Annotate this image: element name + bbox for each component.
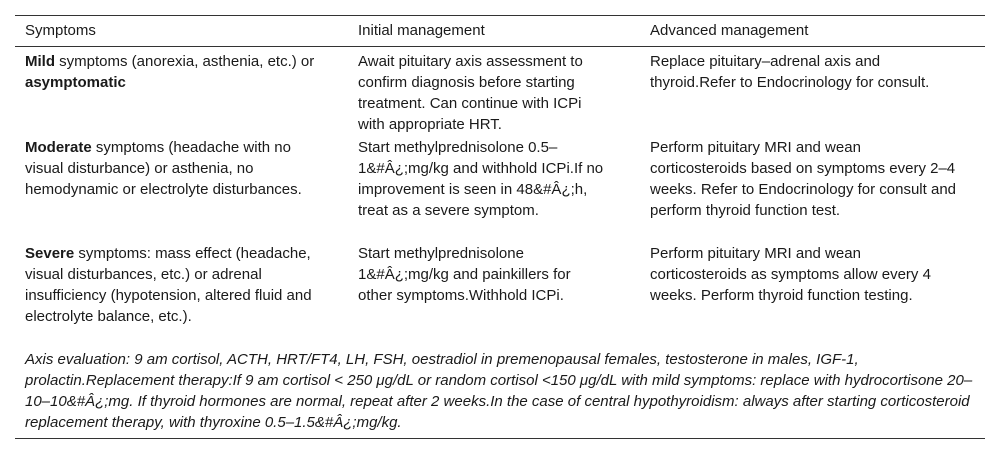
header-initial-management: Initial management <box>358 22 485 39</box>
row-moderate-advanced: Perform pituitary MRI and wean corticosteroids based on symptoms every 2–4 weeks. Refer to Endocrinology for consult and perform thyroid function test. <box>650 139 956 219</box>
row-moderate-symptoms <box>25 137 325 200</box>
row-severe-symptoms <box>25 243 325 327</box>
header-symptoms: Symptoms <box>25 22 96 39</box>
symptoms-text: symptoms (headache with no visual disturbance) or asthenia, no hemodynamic or electrolyte disturbances. <box>25 139 302 198</box>
table-footnote: Axis evaluation: 9 am cortisol, ACTH, HRT/FT4, LH, FSH, oestradiol in premenopausal females, testosterone in males, IGF-1, prolactin.Replacement therapy:If 9 am cortisol < 250 μg/dL or random cortisol <150 μg/dL with mild symptoms: replace with hydrocortisone 20–10–10&#Â¿;mg. If thyroid hormones are normal, repeat after 2 weeks.In the case of central hypothyroidism: always after starting corticosteroid replacement therapy, with thyroxine 0.5–1.5&#Â¿;mg/kg. <box>25 351 973 431</box>
header-advanced-management: Advanced management <box>650 22 809 39</box>
row-mild-advanced: Replace pituitary–adrenal axis and thyroid.Refer to Endocrinology for consult. <box>650 53 930 91</box>
severity-label: Severe <box>25 245 75 262</box>
row-severe-initial: Start methylprednisolone 1&#Â¿;mg/kg and painkillers for other symptoms.Withhold ICPi. <box>358 245 571 304</box>
row-moderate-initial: Start methylprednisolone 0.5–1&#Â¿;mg/kg and withhold ICPi.If no improvement is seen in 48&#Â¿;h, treat as a severe symptom. <box>358 139 604 219</box>
header-rule <box>15 46 985 47</box>
row-mild-initial: Await pituitary axis assessment to confirm diagnosis before starting treatment. Can continue with ICPi with appropriate HRT. <box>358 53 583 133</box>
severity-label: Mild <box>25 53 55 70</box>
table-top-rule <box>15 15 985 16</box>
asymptomatic-label: asymptomatic <box>25 74 126 91</box>
row-severe-advanced: Perform pituitary MRI and wean corticosteroids as symptoms allow every 4 weeks. Perform thyroid function testing. <box>650 245 931 304</box>
symptoms-text: symptoms (anorexia, asthenia, etc.) or <box>55 53 315 70</box>
symptoms-text: symptoms: mass effect (headache, visual disturbances, etc.) or adrenal insufficiency (hypotension, altered fluid and electrolyte balance, etc.). <box>25 245 312 325</box>
table-bottom-rule <box>15 438 985 439</box>
row-mild-symptoms <box>25 51 325 93</box>
severity-label: Moderate <box>25 139 92 156</box>
